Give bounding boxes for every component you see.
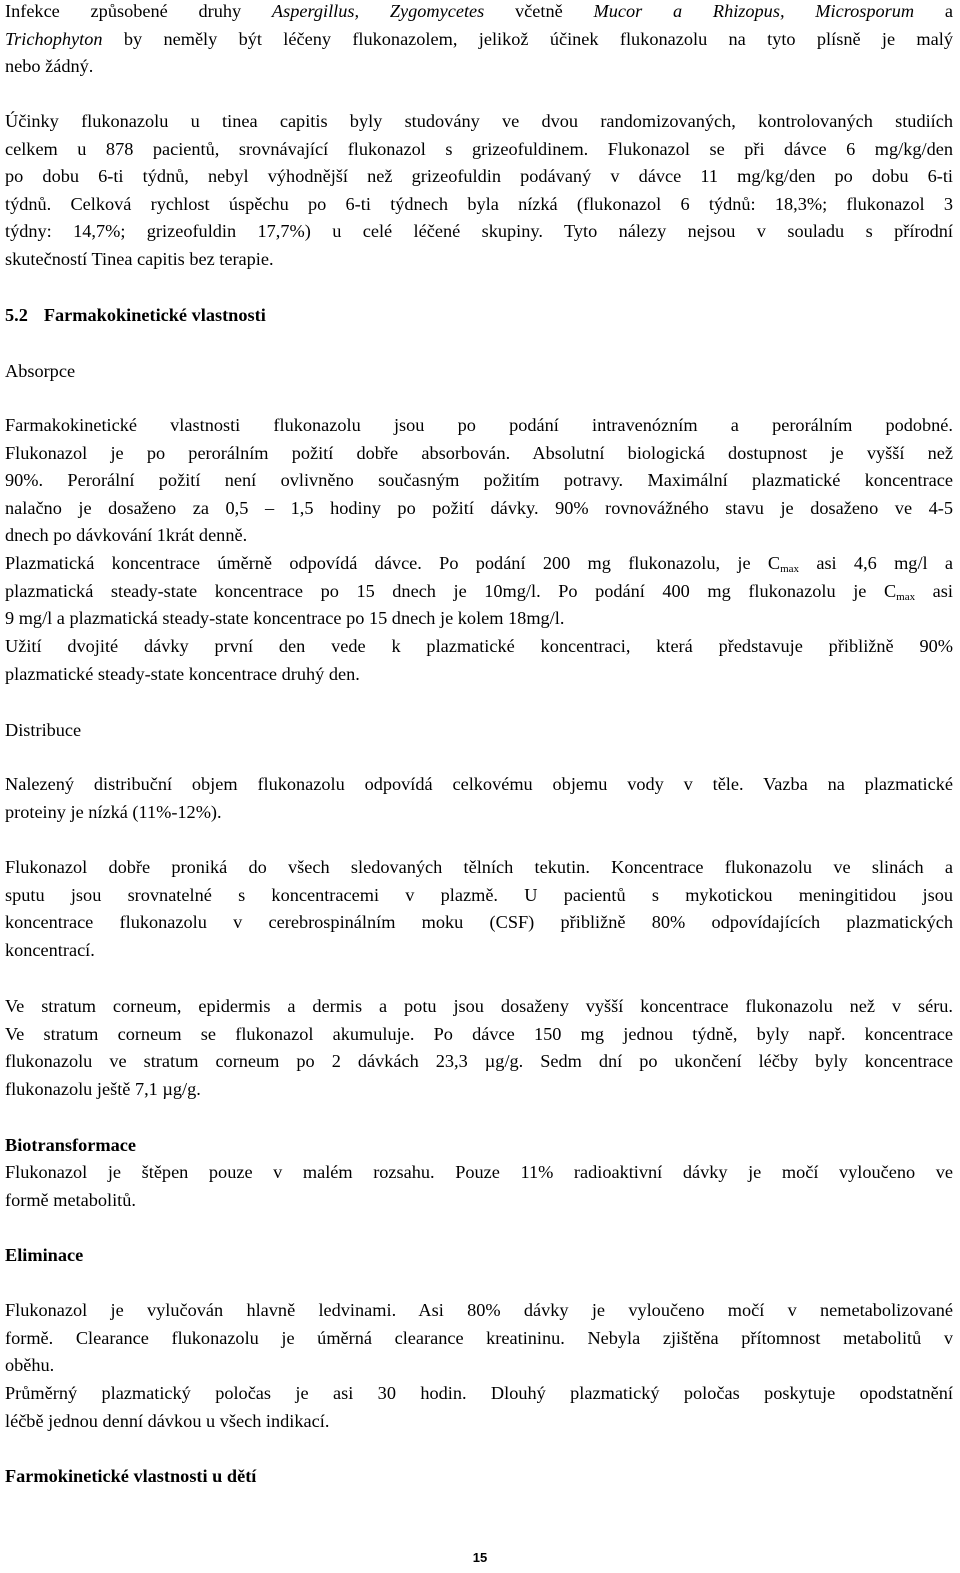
text-line: Plazmatická koncentrace úměrně odpovídá dávce. Po podání 200 mg flukonazolu, je $C_{max}$ asi 4,6 mg/l a xyxy=(5,553,954,575)
subheading-distribuce: Distribuce xyxy=(5,720,82,740)
text-line: celkem u 878 pacientů, srovnávající flukonazol s grizeofuldinem. Flukonazol se při dávce 6 mg/kg/den xyxy=(5,138,953,159)
text-line: nebo žádný. xyxy=(5,56,94,76)
text-line: Trichophyton by neměly být léčeny flukonazolem, jelikož účinek flukonazolu na tyto plísně je malý xyxy=(5,28,953,49)
text-line: Nalezený distribuční objem flukonazolu odpovídá celkovému objemu vody v těle. Vazba na plazmatické xyxy=(5,774,953,794)
text-line: Účinky flukonazolu u tinea capitis byly studovány ve dvou randomizovaných, kontrolovaných studiích xyxy=(5,111,953,131)
text-line: týdnů. Celková rychlost úspěchu po 6-ti týdnech byla nízká (flukonazol 6 týdnů: 18,3%; flukonazol 3 xyxy=(5,193,953,214)
text-line: 90%. Perorální požití není ovlivněno současným požitím potravy. Maximální plazmatické koncentrace xyxy=(5,470,953,490)
subheading-eliminace: Eliminace xyxy=(5,1245,84,1265)
text-line: Průměrný plazmatický poločas je asi 30 hodin. Dlouhý plazmatický poločas poskytuje opodstatnění xyxy=(5,1383,953,1403)
text-line: oběhu. xyxy=(5,1355,55,1375)
text-line: flukonazolu ještě 7,1 µg/g. xyxy=(5,1078,201,1099)
text-line: Flukonazol je vylučován hlavně ledvinami. Asi 80% dávky je vyloučeno močí v nemetabolizované xyxy=(5,1300,953,1320)
subheading-children: Farmokinetické vlastnosti u dětí xyxy=(5,1466,257,1486)
page-number: 15 xyxy=(472,1550,488,1565)
text-line: koncentrace flukonazolu v cerebrospinálním moku (CSF) přibližně 80% odpovídajících plazmatických xyxy=(5,912,953,932)
text-line: plazmatická steady-state koncentrace po 15 dnech je 10mg/l. Po podání 400 mg flukonazolu je $C_{max}$ asi xyxy=(5,580,953,603)
text-line: týdny: 14,7%; grizeofuldin 17,7%) u celé léčené skupiny. Tyto nálezy nejsou v souladu s přírodní xyxy=(5,221,953,241)
paragraph-distribution-2 xyxy=(5,854,953,964)
text-line: Ve stratum corneum, epidermis a dermis a potu jsou dosaženy vyšší koncentrace flukonazolu než v séru. xyxy=(5,996,953,1016)
section-number: 5.2 xyxy=(5,305,28,325)
paragraph-distribution-3 xyxy=(5,993,953,1103)
paragraph-infections xyxy=(5,0,953,81)
subheading-absorpce: Absorpce xyxy=(5,361,76,381)
text-line: formě metabolitů. xyxy=(5,1189,136,1210)
text-line: Ve stratum corneum se flukonazol akumuluje. Po dávce 150 mg jednou týdně, byly např. koncentrace xyxy=(5,1023,953,1044)
text-line: Flukonazol je po perorálním požití dobře absorbován. Absolutní biologická dostupnost je vyšší než xyxy=(5,442,953,463)
text-line: Flukonazol je štěpen pouze v malém rozsahu. Pouze 11% radioaktivní dávky je močí vyloučeno ve xyxy=(5,1162,953,1182)
section-heading xyxy=(5,302,266,329)
text-line: plazmatické steady-state koncentrace druhý den. xyxy=(5,663,360,684)
text-line: flukonazolu ve stratum corneum po 2 dávkách 23,3 µg/g. Sedm dní po ukončení léčby byly koncentrace xyxy=(5,1051,953,1071)
text-line: léčbě jednou denní dávkou u všech indikací. xyxy=(5,1410,330,1431)
text-line: 9 mg/l a plazmatická steady-state koncentrace po 15 dnech je kolem 18mg/l. xyxy=(5,608,565,628)
text-line: skutečností Tinea capitis bez terapie. xyxy=(5,248,274,269)
paragraph-absorption-3 xyxy=(5,633,953,688)
text-line: Infekce způsobené druhy Aspergillus, Zygomycetes včetně Mucor a Rhizopus, Microsporum a xyxy=(5,1,954,21)
text-line: koncentrací. xyxy=(5,939,95,960)
text-line: proteiny je nízká (11%-12%). xyxy=(5,801,222,822)
text-line: nalačno je dosaženo za 0,5 – 1,5 hodiny po požití dávky. 90% rovnovážného stavu je dosaženo ve 4-5 xyxy=(5,497,953,518)
text-line: dnech po dávkování 1krát denně. xyxy=(5,525,248,545)
text-line: Užití dvojité dávky první den vede k plazmatické koncentraci, která představuje přibližně 90% xyxy=(5,636,953,656)
paragraph-absorption-1 xyxy=(5,412,953,550)
text-line: sputu jsou srovnatelné s koncentracemi v plazmě. U pacientů s mykotickou meningitidou jsou xyxy=(5,884,953,905)
paragraph-elimination-1 xyxy=(5,1297,953,1380)
section-title: Farmakokinetické vlastnosti xyxy=(43,305,266,325)
text-line: Farmakokinetické vlastnosti flukonazolu jsou po podání intravenózním a perorálním podobné. xyxy=(5,415,953,435)
text-line: formě. Clearance flukonazolu je úměrná clearance kreatininu. Nebyla zjištěna přítomnost metabolitů v xyxy=(5,1327,953,1348)
text-line: Flukonazol dobře proniká do všech sledovaných tělních tekutin. Koncentrace flukonazolu ve slinách a xyxy=(5,857,953,877)
paragraph-biotransformation xyxy=(5,1159,953,1214)
paragraph-absorption-2 xyxy=(5,550,953,633)
paragraph-elimination-2 xyxy=(5,1380,953,1435)
paragraph-tinea-capitis xyxy=(5,108,953,273)
paragraph-distribution-1 xyxy=(5,771,953,826)
text-line: po dobu 6-ti týdnů, nebyl výhodnější než grizeofuldin podávaný v dávce 11 mg/kg/den po dobu 6-ti xyxy=(5,166,953,186)
subheading-biotransformace: Biotransformace xyxy=(5,1135,136,1155)
